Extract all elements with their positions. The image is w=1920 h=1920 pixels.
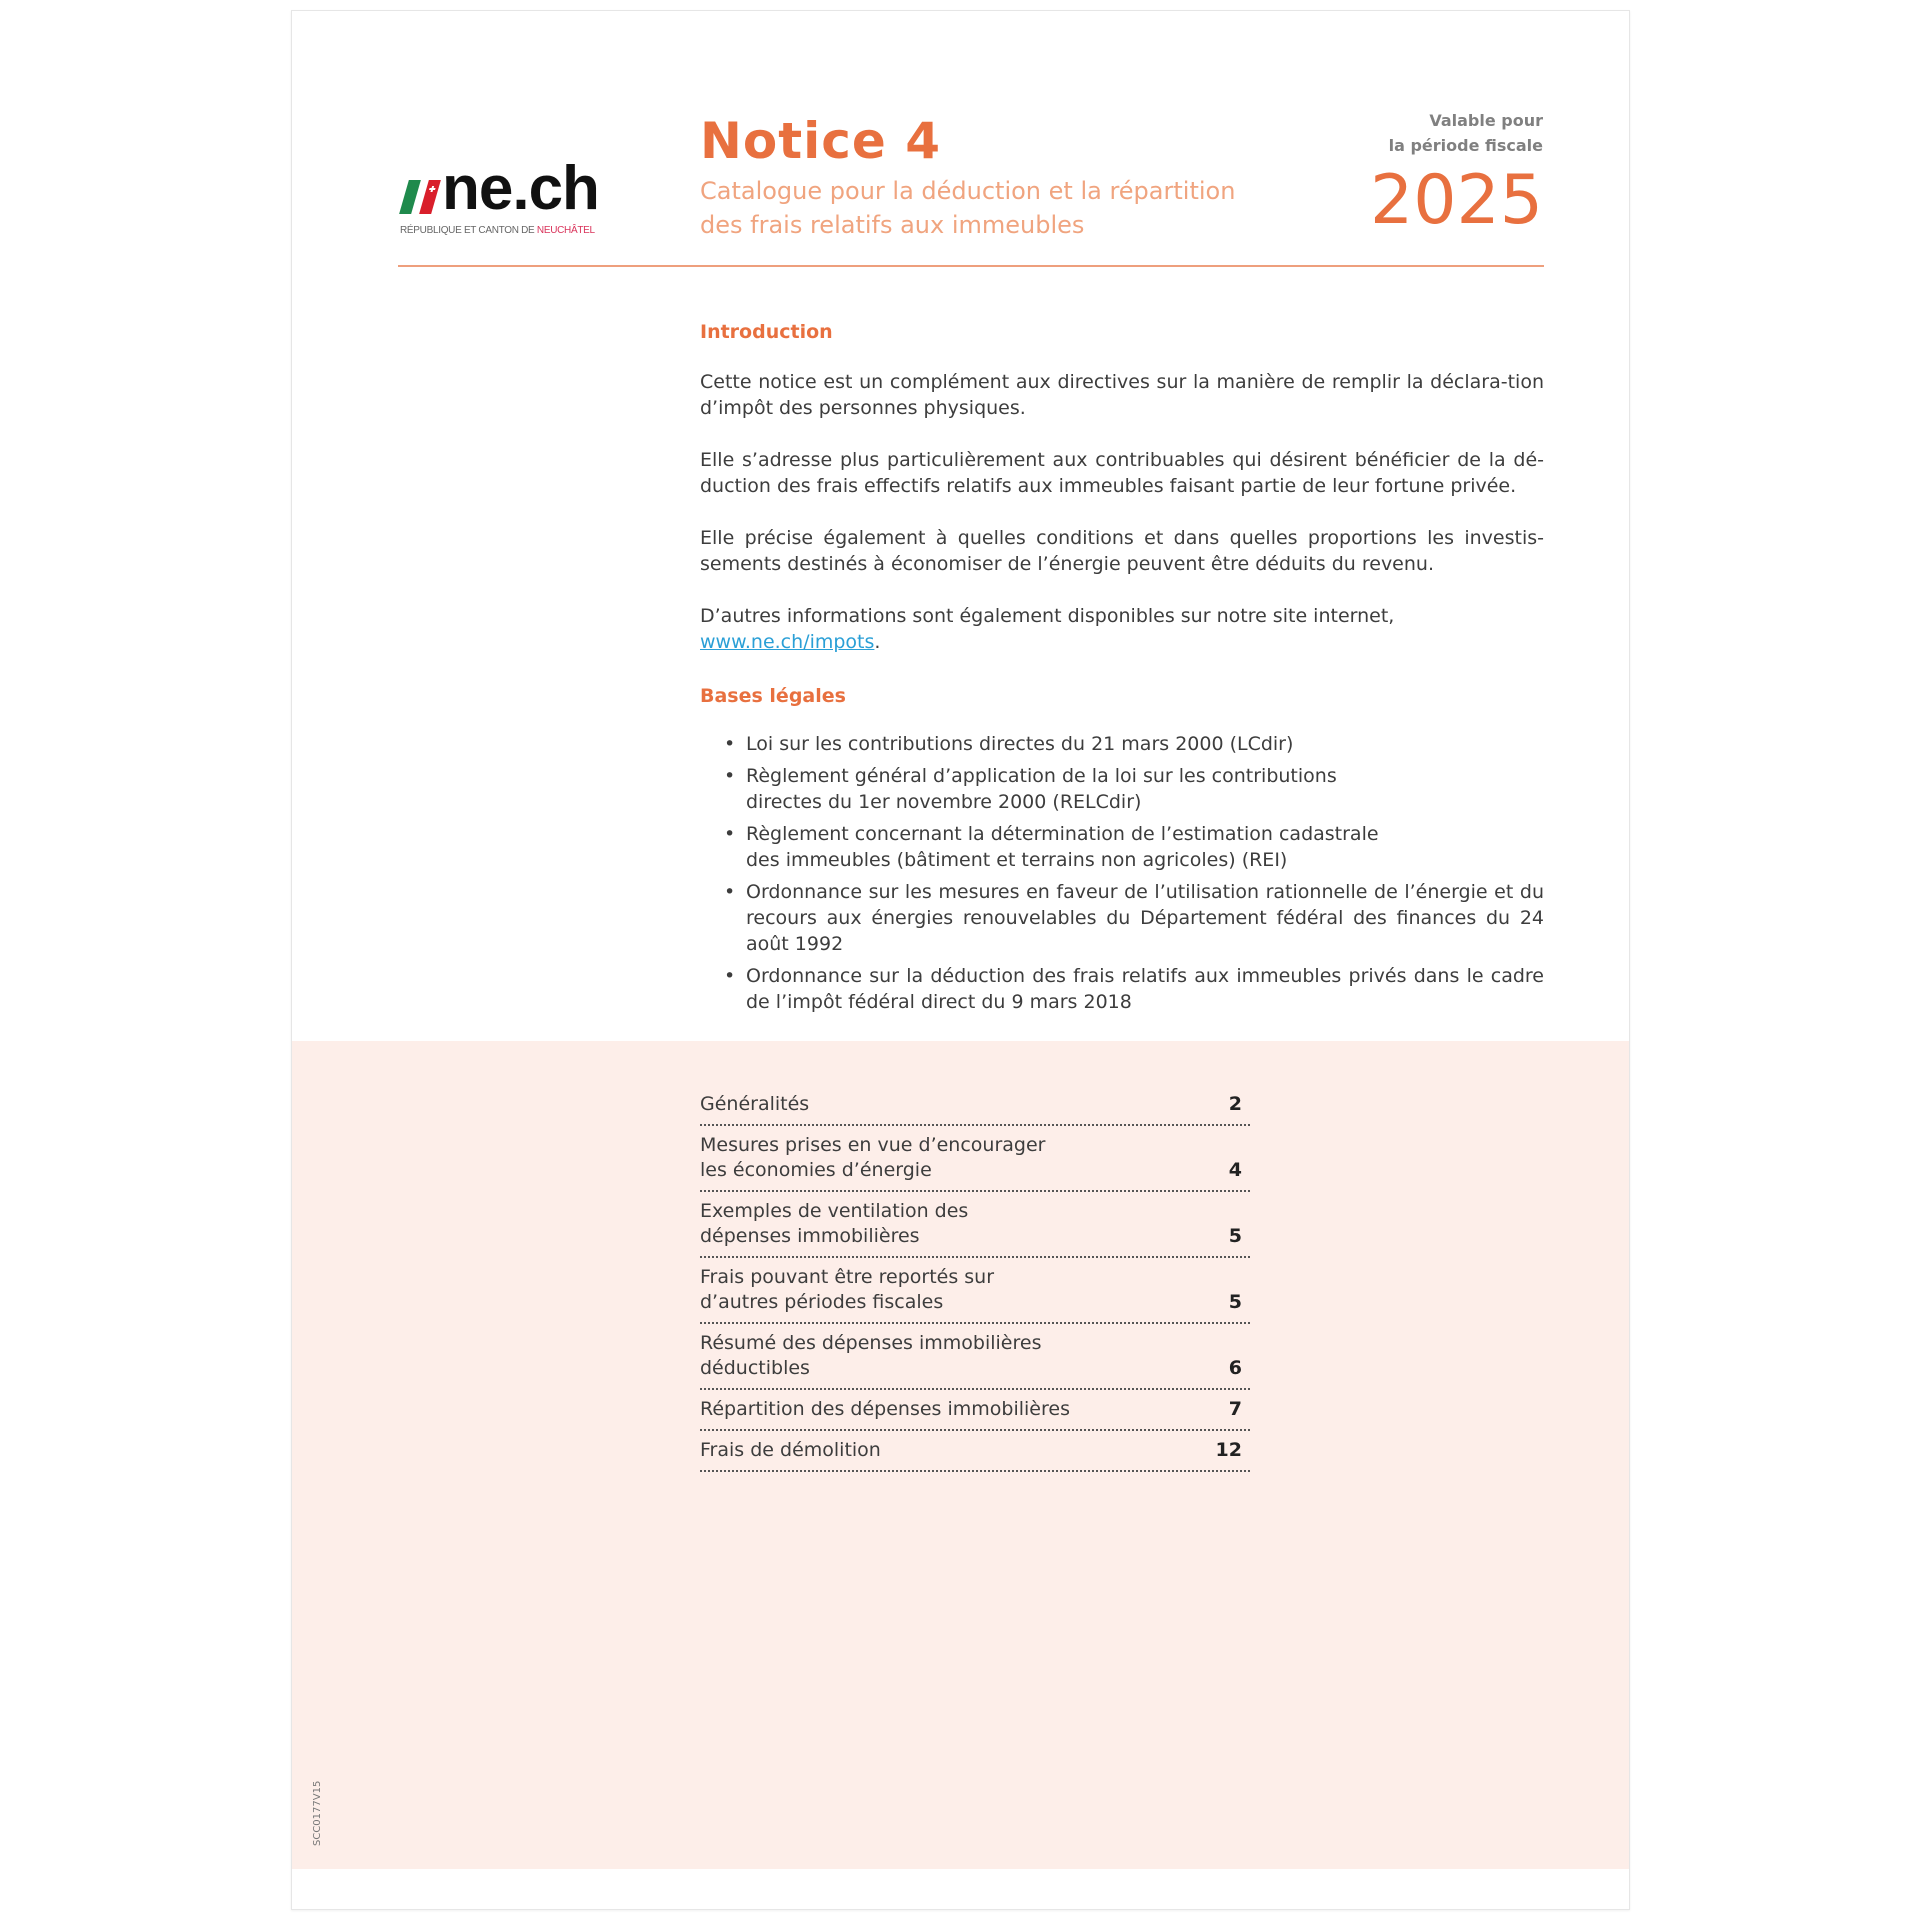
bullet-icon: • [724,965,736,987]
validity-label: Valable pour la période fiscale [1388,111,1543,155]
toc-entry-demolition[interactable]: Frais de démolition 12 [700,1431,1250,1472]
bullet-icon: • [724,733,736,755]
toc-entry-resume[interactable]: Résumé des dépenses immobilières déductibles 6 [700,1324,1250,1390]
list-item: • Règlement concernant la détermination de l’estimation cadastrale des immeubles (bâtiment et terrains non agricoles) (REI) [724,823,1379,871]
toc-entry-repartition[interactable]: Répartition des dépenses immobilières 7 [700,1390,1250,1431]
toc-page-number: 5 [1228,1225,1242,1247]
legal-bases-list [700,731,1544,1021]
toc-entry-mesures[interactable]: Mesures prises en vue d’encourager les économies d’énergie 4 [700,1126,1250,1192]
bullet-icon: • [724,881,736,903]
logo-red-stripe-cross-icon [419,180,441,214]
intro-paragraph-2: Elle s’adresse plus particulièrement aux contribuables qui désirent bénéficier de la dé-duction des frais effectifs relatifs aux immeubles faisant partie de leur fortune privée. [700,449,1544,497]
document-subtitle: Catalogue pour la déduction et la répartition des frais relatifs aux immeubles [700,177,1236,239]
list-item: • Loi sur les contributions directes du 21 mars 2000 (LCdir) [724,733,1294,755]
logo-wordmark: ne.ch [442,154,599,223]
intro-paragraph-1: Cette notice est un complément aux directives sur la manière de remplir la déclara-tion d’impôt des personnes physiques. [700,371,1544,419]
bullet-icon: • [724,823,736,845]
bullet-icon: • [724,765,736,787]
impots-website-link[interactable]: www.ne.ch/impots [700,631,875,653]
toc-page-number: 4 [1228,1159,1242,1181]
header-divider [398,265,1544,267]
toc-page-number: 6 [1228,1357,1242,1379]
document-title: Notice 4 [700,112,941,170]
toc-page-number: 5 [1228,1291,1242,1313]
toc-page-number: 7 [1228,1398,1242,1420]
toc-entry-generalites[interactable]: Généralités 2 [700,1085,1250,1126]
document-page [291,10,1630,1910]
logo-green-stripe-icon [399,180,421,214]
toc-page-number: 2 [1228,1093,1242,1115]
list-item: • Règlement général d’application de la loi sur les contributions directes du 1er novembre 2000 (RELCdir) [724,765,1337,813]
intro-paragraph-3: Elle précise également à quelles conditions et dans quelles proportions les investis-sements destinés à économiser de l’énergie peuvent être déduits du revenu. [700,527,1544,575]
toc-entry-exemples[interactable]: Exemples de ventilation des dépenses immobilières 5 [700,1192,1250,1258]
document-code: SCC0177V15 [312,1780,323,1846]
list-item: • Ordonnance sur la déduction des frais relatifs aux immeubles privés dans le cadre de l’impôt fédéral direct du 9 mars 2018 [724,965,1544,1013]
introduction-heading: Introduction [700,321,833,343]
intro-paragraph-4: D’autres informations sont également disponibles sur notre site internet, www.ne.ch/impots. [700,605,1395,653]
toc-entry-frais-reportes[interactable]: Frais pouvant être reportés sur d’autres périodes fiscales 5 [700,1258,1250,1324]
table-of-contents [700,1085,1250,1472]
logo-ne-ch [396,151,636,241]
logo-tagline: RÉPUBLIQUE ET CANTON DE NEUCHÂTEL [400,225,595,236]
fiscal-year: 2025 [1369,161,1543,240]
toc-page-number: 12 [1215,1439,1242,1461]
legal-bases-heading: Bases légales [700,685,846,707]
list-item: • Ordonnance sur les mesures en faveur de l’utilisation rationnelle de l’énergie et du recours aux énergies renouvelables du Département fédéral des finances du 24 août 1992 [724,881,1544,955]
